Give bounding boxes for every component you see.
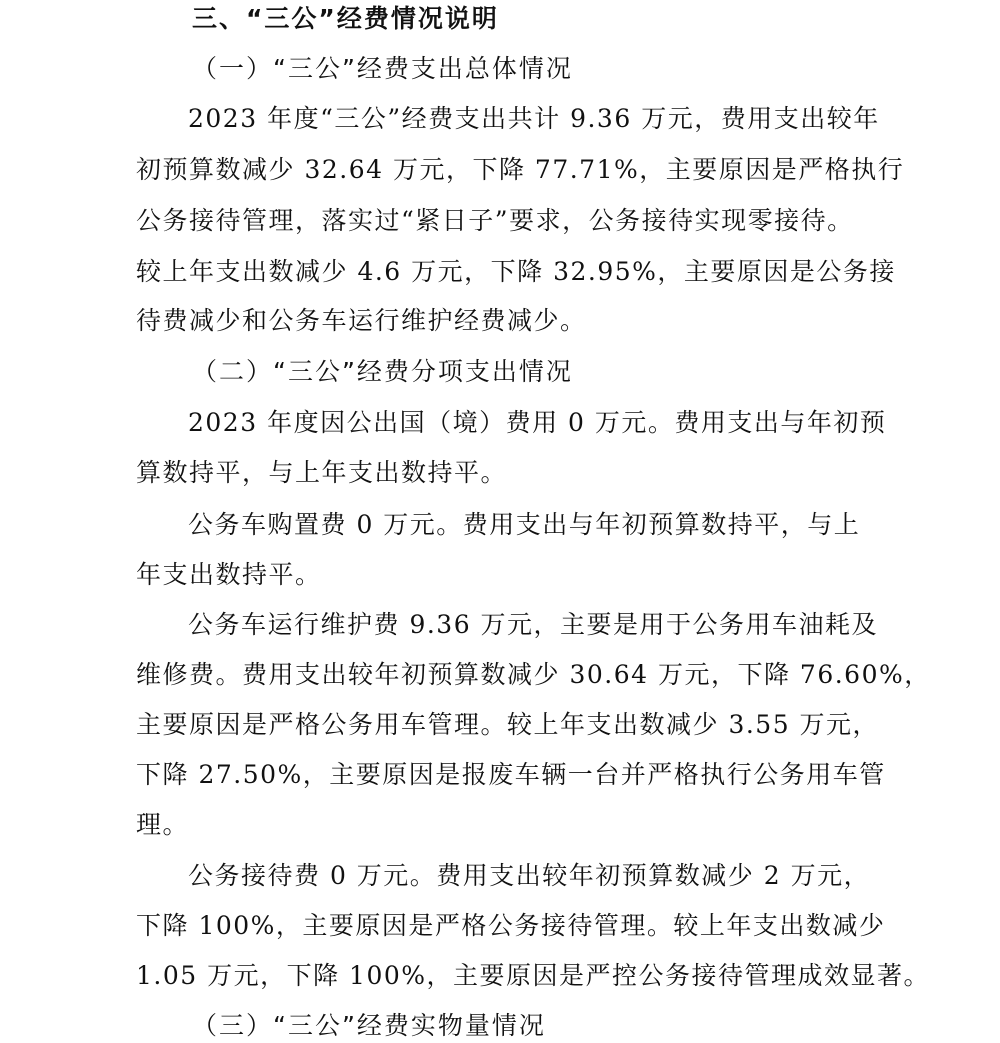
paragraph-line: 公务车购置费 0 万元。费用支出与年初预算数持平，与上	[188, 510, 861, 539]
subsection-title-2: （二）“三公”经费分项支出情况	[192, 357, 573, 386]
section-title: 三、“三公”经费情况说明	[192, 4, 499, 33]
paragraph-line: 下降 27.50%，主要原因是报废车辆一台并严格执行公务用车管	[136, 760, 886, 789]
paragraph-line: 下降 100%，主要原因是严格公务接待管理。较上年支出数减少	[136, 911, 886, 940]
subsection-title-3: （三）“三公”经费实物量情况	[192, 1011, 546, 1040]
paragraph-line: 2023 年度“三公”经费支出共计 9.36 万元，费用支出较年	[188, 104, 880, 133]
paragraph-line: 2023 年度因公出国（境）费用 0 万元。费用支出与年初预	[188, 408, 887, 437]
subsection-title-1: （一）“三公”经费支出总体情况	[192, 54, 573, 83]
paragraph-line: 主要原因是严格公务用车管理。较上年支出数减少 3.55 万元，	[136, 710, 880, 739]
paragraph-line: 1.05 万元，下降 100%，主要原因是严控公务接待管理成效显著。	[136, 961, 931, 990]
paragraph-line: 初预算数减少 32.64 万元，下降 77.71%，主要原因是严格执行	[136, 155, 905, 184]
paragraph-line: 公务接待费 0 万元。费用支出较年初预算数减少 2 万元，	[188, 861, 871, 890]
paragraph-line: 待费减少和公务车运行维护经费减少。	[136, 306, 587, 335]
paragraph-line: 理。	[136, 810, 190, 839]
paragraph-line: 较上年支出数减少 4.6 万元，下降 32.95%，主要原因是公务接	[136, 257, 896, 286]
paragraph-line: 维修费。费用支出较年初预算数减少 30.64 万元，下降 76.60%，	[136, 660, 931, 689]
paragraph-line: 公务车运行维护费 9.36 万元，主要是用于公务用车油耗及	[188, 610, 879, 639]
paragraph-line: 年支出数持平。	[136, 560, 322, 589]
paragraph-line: 公务接待管理，落实过“紧日子”要求，公务接待实现零接待。	[136, 206, 854, 235]
paragraph-line: 算数持平，与上年支出数持平。	[136, 458, 508, 487]
